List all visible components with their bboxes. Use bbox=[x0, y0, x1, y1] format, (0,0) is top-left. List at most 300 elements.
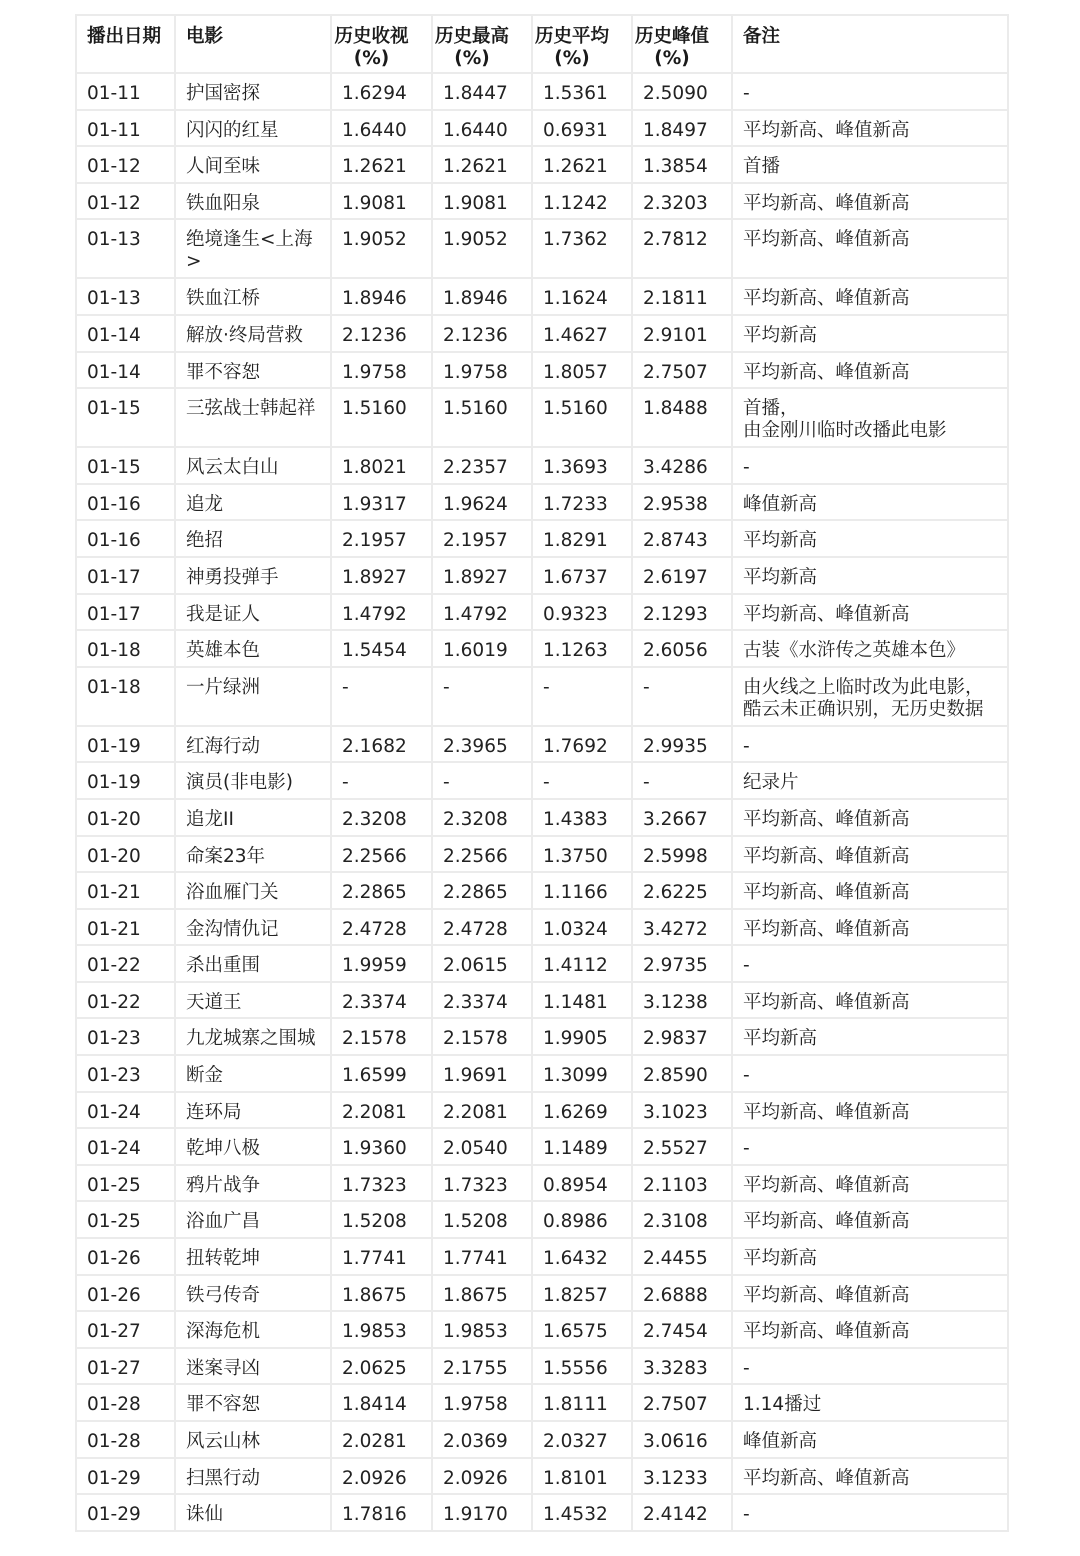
header-date: 播出日期 bbox=[76, 15, 175, 73]
notes-cell: 峰值新高 bbox=[732, 484, 1008, 521]
rating-cell: 2.2081 bbox=[331, 1092, 432, 1129]
table-row bbox=[76, 1055, 1008, 1092]
table-row bbox=[76, 1238, 1008, 1275]
rating-cell: 1.4792 bbox=[331, 594, 432, 631]
notes-cell: 平均新高、峰值新高 bbox=[732, 594, 1008, 631]
highest-cell: 2.3208 bbox=[432, 799, 532, 836]
header-row bbox=[76, 15, 1008, 73]
table-row bbox=[76, 352, 1008, 389]
peak-cell: 2.9735 bbox=[632, 945, 732, 982]
date-cell: 01-13 bbox=[76, 278, 175, 315]
peak-cell: 2.5527 bbox=[632, 1128, 732, 1165]
highest-cell: 1.6440 bbox=[432, 110, 532, 147]
table-row bbox=[76, 1018, 1008, 1055]
notes-cell: 平均新高、峰值新高 bbox=[732, 1458, 1008, 1495]
date-cell: 01-11 bbox=[76, 73, 175, 110]
highest-cell: 2.2566 bbox=[432, 836, 532, 873]
peak-cell: 3.0616 bbox=[632, 1421, 732, 1458]
rating-cell: 1.5160 bbox=[331, 388, 432, 447]
average-cell: - bbox=[532, 762, 632, 799]
table-row bbox=[76, 1421, 1008, 1458]
notes-cell: 平均新高、峰值新高 bbox=[732, 1201, 1008, 1238]
movie-cell: 连环局 bbox=[175, 1092, 331, 1129]
table-row bbox=[76, 726, 1008, 763]
highest-cell: 2.1957 bbox=[432, 520, 532, 557]
peak-cell: - bbox=[632, 762, 732, 799]
highest-cell: 1.9691 bbox=[432, 1055, 532, 1092]
average-cell: 0.6931 bbox=[532, 110, 632, 147]
rating-cell: 1.7816 bbox=[331, 1494, 432, 1531]
peak-cell: 3.2667 bbox=[632, 799, 732, 836]
date-cell: 01-19 bbox=[76, 726, 175, 763]
table-row bbox=[76, 836, 1008, 873]
average-cell: 1.8257 bbox=[532, 1275, 632, 1312]
rating-cell: 1.8946 bbox=[331, 278, 432, 315]
table-row bbox=[76, 872, 1008, 909]
movie-cell: 鸦片战争 bbox=[175, 1165, 331, 1202]
peak-cell: 2.3203 bbox=[632, 183, 732, 220]
highest-cell: 2.1578 bbox=[432, 1018, 532, 1055]
average-cell: 0.8954 bbox=[532, 1165, 632, 1202]
movie-cell: 命案23年 bbox=[175, 836, 331, 873]
rating-cell: 1.7741 bbox=[331, 1238, 432, 1275]
table-row bbox=[76, 219, 1008, 278]
rating-cell: 1.2621 bbox=[331, 146, 432, 183]
average-cell: 1.5361 bbox=[532, 73, 632, 110]
movie-cell: 风云山林 bbox=[175, 1421, 331, 1458]
peak-cell: 2.1811 bbox=[632, 278, 732, 315]
highest-cell: 1.8675 bbox=[432, 1275, 532, 1312]
table-row bbox=[76, 73, 1008, 110]
average-cell: 1.4627 bbox=[532, 315, 632, 352]
table-row bbox=[76, 520, 1008, 557]
peak-cell: 2.6225 bbox=[632, 872, 732, 909]
peak-cell: 3.1238 bbox=[632, 982, 732, 1019]
average-cell: 1.6575 bbox=[532, 1311, 632, 1348]
movie-cell: 扭转乾坤 bbox=[175, 1238, 331, 1275]
average-cell: 1.7362 bbox=[532, 219, 632, 278]
movie-cell: 浴血广昌 bbox=[175, 1201, 331, 1238]
peak-cell: 3.1023 bbox=[632, 1092, 732, 1129]
movie-cell: 金沟情仇记 bbox=[175, 909, 331, 946]
peak-cell: 2.1293 bbox=[632, 594, 732, 631]
highest-cell: 2.0926 bbox=[432, 1458, 532, 1495]
rating-cell: 1.8927 bbox=[331, 557, 432, 594]
movie-cell: 三弦战士韩起祥 bbox=[175, 388, 331, 447]
peak-cell: 2.6888 bbox=[632, 1275, 732, 1312]
notes-cell: 平均新高、峰值新高 bbox=[732, 1092, 1008, 1129]
peak-cell: 2.7507 bbox=[632, 352, 732, 389]
date-cell: 01-23 bbox=[76, 1055, 175, 1092]
table-row bbox=[76, 667, 1008, 726]
notes-cell: 由火线之上临时改为此电影， 酷云未正确识别，无历史数据 bbox=[732, 667, 1008, 726]
movie-cell: 铁血阳泉 bbox=[175, 183, 331, 220]
rating-cell: 1.9317 bbox=[331, 484, 432, 521]
movie-cell: 杀出重围 bbox=[175, 945, 331, 982]
rating-cell: 2.1957 bbox=[331, 520, 432, 557]
average-cell: 1.5556 bbox=[532, 1348, 632, 1385]
ratings-table bbox=[75, 14, 1009, 1532]
date-cell: 01-26 bbox=[76, 1238, 175, 1275]
movie-cell: 风云太白山 bbox=[175, 447, 331, 484]
average-cell: 2.0327 bbox=[532, 1421, 632, 1458]
highest-cell: 1.7741 bbox=[432, 1238, 532, 1275]
highest-cell: 1.8447 bbox=[432, 73, 532, 110]
date-cell: 01-24 bbox=[76, 1092, 175, 1129]
highest-cell: 1.9081 bbox=[432, 183, 532, 220]
movie-cell: 神勇投弹手 bbox=[175, 557, 331, 594]
average-cell: 1.4112 bbox=[532, 945, 632, 982]
movie-cell: 浴血雁门关 bbox=[175, 872, 331, 909]
average-cell: 1.8057 bbox=[532, 352, 632, 389]
peak-cell: 2.7507 bbox=[632, 1384, 732, 1421]
date-cell: 01-26 bbox=[76, 1275, 175, 1312]
date-cell: 01-21 bbox=[76, 872, 175, 909]
notes-cell: 平均新高 bbox=[732, 520, 1008, 557]
movie-cell: 追龙 bbox=[175, 484, 331, 521]
movie-cell: 人间至味 bbox=[175, 146, 331, 183]
notes-cell: 平均新高、峰值新高 bbox=[732, 909, 1008, 946]
peak-cell: 2.9837 bbox=[632, 1018, 732, 1055]
average-cell: 1.4383 bbox=[532, 799, 632, 836]
date-cell: 01-21 bbox=[76, 909, 175, 946]
table-row bbox=[76, 278, 1008, 315]
date-cell: 01-14 bbox=[76, 352, 175, 389]
peak-cell: 2.7454 bbox=[632, 1311, 732, 1348]
notes-cell: - bbox=[732, 1494, 1008, 1531]
highest-cell: 2.1236 bbox=[432, 315, 532, 352]
table-row bbox=[76, 594, 1008, 631]
average-cell: 1.6432 bbox=[532, 1238, 632, 1275]
rating-cell: 1.5208 bbox=[331, 1201, 432, 1238]
table-row bbox=[76, 1384, 1008, 1421]
peak-cell: 1.3854 bbox=[632, 146, 732, 183]
notes-cell: 平均新高 bbox=[732, 1238, 1008, 1275]
date-cell: 01-27 bbox=[76, 1311, 175, 1348]
average-cell: 1.3099 bbox=[532, 1055, 632, 1092]
table-row bbox=[76, 1128, 1008, 1165]
notes-cell: 平均新高、峰值新高 bbox=[732, 1165, 1008, 1202]
average-cell: 1.1263 bbox=[532, 630, 632, 667]
movie-cell: 诛仙 bbox=[175, 1494, 331, 1531]
notes-cell: 首播 bbox=[732, 146, 1008, 183]
average-cell: 1.6269 bbox=[532, 1092, 632, 1129]
average-cell: 1.2621 bbox=[532, 146, 632, 183]
header-notes: 备注 bbox=[732, 15, 1008, 73]
notes-cell: 平均新高 bbox=[732, 557, 1008, 594]
movie-cell: 罪不容恕 bbox=[175, 1384, 331, 1421]
table-row bbox=[76, 557, 1008, 594]
rating-cell: 1.8414 bbox=[331, 1384, 432, 1421]
notes-cell: 平均新高、峰值新高 bbox=[732, 110, 1008, 147]
average-cell: 1.3750 bbox=[532, 836, 632, 873]
highest-cell: 2.0540 bbox=[432, 1128, 532, 1165]
table-row bbox=[76, 1494, 1008, 1531]
rating-cell: 2.0926 bbox=[331, 1458, 432, 1495]
peak-cell: 2.4142 bbox=[632, 1494, 732, 1531]
highest-cell: - bbox=[432, 667, 532, 726]
date-cell: 01-15 bbox=[76, 447, 175, 484]
header-peak: 历史峰值 (%) bbox=[632, 15, 732, 73]
rating-cell: 2.1578 bbox=[331, 1018, 432, 1055]
notes-cell: 1.14播过 bbox=[732, 1384, 1008, 1421]
rating-cell: 1.5454 bbox=[331, 630, 432, 667]
table-row bbox=[76, 982, 1008, 1019]
movie-cell: 铁弓传奇 bbox=[175, 1275, 331, 1312]
movie-cell: 追龙II bbox=[175, 799, 331, 836]
table-row bbox=[76, 388, 1008, 447]
movie-cell: 扫黑行动 bbox=[175, 1458, 331, 1495]
table-row bbox=[76, 909, 1008, 946]
rating-cell: 1.9853 bbox=[331, 1311, 432, 1348]
average-cell: 1.4532 bbox=[532, 1494, 632, 1531]
notes-cell: 首播， 由金刚川临时改播此电影 bbox=[732, 388, 1008, 447]
peak-cell: 2.9935 bbox=[632, 726, 732, 763]
date-cell: 01-16 bbox=[76, 520, 175, 557]
notes-cell: 峰值新高 bbox=[732, 1421, 1008, 1458]
header-rating: 历史收视 (%) bbox=[331, 15, 432, 73]
table-row bbox=[76, 762, 1008, 799]
movie-cell: 护国密探 bbox=[175, 73, 331, 110]
header-movie: 电影 bbox=[175, 15, 331, 73]
notes-cell: 平均新高、峰值新高 bbox=[732, 982, 1008, 1019]
table-row bbox=[76, 1348, 1008, 1385]
peak-cell: 2.6197 bbox=[632, 557, 732, 594]
peak-cell: 2.5998 bbox=[632, 836, 732, 873]
average-cell: 1.8291 bbox=[532, 520, 632, 557]
rating-cell: 2.3208 bbox=[331, 799, 432, 836]
movie-cell: 断金 bbox=[175, 1055, 331, 1092]
date-cell: 01-20 bbox=[76, 836, 175, 873]
movie-cell: 九龙城寨之围城 bbox=[175, 1018, 331, 1055]
highest-cell: 2.2081 bbox=[432, 1092, 532, 1129]
highest-cell: 1.9758 bbox=[432, 352, 532, 389]
date-cell: 01-18 bbox=[76, 667, 175, 726]
date-cell: 01-13 bbox=[76, 219, 175, 278]
notes-cell: - bbox=[732, 447, 1008, 484]
peak-cell: 2.3108 bbox=[632, 1201, 732, 1238]
notes-cell: 平均新高、峰值新高 bbox=[732, 1311, 1008, 1348]
date-cell: 01-23 bbox=[76, 1018, 175, 1055]
peak-cell: 2.8743 bbox=[632, 520, 732, 557]
header-highest: 历史最高 (%) bbox=[432, 15, 532, 73]
movie-cell: 深海危机 bbox=[175, 1311, 331, 1348]
highest-cell: 1.5160 bbox=[432, 388, 532, 447]
movie-cell: 红海行动 bbox=[175, 726, 331, 763]
rating-cell: 2.3374 bbox=[331, 982, 432, 1019]
average-cell: 1.1481 bbox=[532, 982, 632, 1019]
highest-cell: 1.5208 bbox=[432, 1201, 532, 1238]
rating-cell: 1.8675 bbox=[331, 1275, 432, 1312]
peak-cell: 1.8488 bbox=[632, 388, 732, 447]
movie-cell: 罪不容恕 bbox=[175, 352, 331, 389]
highest-cell: 2.2357 bbox=[432, 447, 532, 484]
date-cell: 01-25 bbox=[76, 1165, 175, 1202]
rating-cell: 2.2566 bbox=[331, 836, 432, 873]
highest-cell: 2.3965 bbox=[432, 726, 532, 763]
peak-cell: 2.5090 bbox=[632, 73, 732, 110]
date-cell: 01-28 bbox=[76, 1421, 175, 1458]
table-row bbox=[76, 146, 1008, 183]
average-cell: 1.1489 bbox=[532, 1128, 632, 1165]
notes-cell: 平均新高、峰值新高 bbox=[732, 1275, 1008, 1312]
table-row bbox=[76, 799, 1008, 836]
date-cell: 01-28 bbox=[76, 1384, 175, 1421]
highest-cell: 1.2621 bbox=[432, 146, 532, 183]
highest-cell: 1.9052 bbox=[432, 219, 532, 278]
highest-cell: 1.9853 bbox=[432, 1311, 532, 1348]
date-cell: 01-14 bbox=[76, 315, 175, 352]
date-cell: 01-18 bbox=[76, 630, 175, 667]
rating-cell: 2.1236 bbox=[331, 315, 432, 352]
rating-cell: 2.2865 bbox=[331, 872, 432, 909]
highest-cell: 1.8927 bbox=[432, 557, 532, 594]
peak-cell: 3.1233 bbox=[632, 1458, 732, 1495]
header-average: 历史平均 (%) bbox=[532, 15, 632, 73]
peak-cell: 3.4272 bbox=[632, 909, 732, 946]
notes-cell: 平均新高、峰值新高 bbox=[732, 219, 1008, 278]
peak-cell: 2.8590 bbox=[632, 1055, 732, 1092]
movie-cell: 绝招 bbox=[175, 520, 331, 557]
average-cell: 0.8986 bbox=[532, 1201, 632, 1238]
table-row bbox=[76, 1165, 1008, 1202]
average-cell: 1.1166 bbox=[532, 872, 632, 909]
notes-cell: 纪录片 bbox=[732, 762, 1008, 799]
date-cell: 01-22 bbox=[76, 945, 175, 982]
rating-cell: 1.9360 bbox=[331, 1128, 432, 1165]
rating-cell: 1.6294 bbox=[331, 73, 432, 110]
movie-cell: 乾坤八极 bbox=[175, 1128, 331, 1165]
table-row bbox=[76, 1275, 1008, 1312]
notes-cell: 平均新高、峰值新高 bbox=[732, 799, 1008, 836]
notes-cell: 平均新高、峰值新高 bbox=[732, 183, 1008, 220]
average-cell: 1.7233 bbox=[532, 484, 632, 521]
table-row bbox=[76, 1458, 1008, 1495]
highest-cell: 1.9170 bbox=[432, 1494, 532, 1531]
table-row bbox=[76, 183, 1008, 220]
rating-cell: 1.9052 bbox=[331, 219, 432, 278]
highest-cell: 2.2865 bbox=[432, 872, 532, 909]
peak-cell: 2.7812 bbox=[632, 219, 732, 278]
peak-cell: 2.4455 bbox=[632, 1238, 732, 1275]
average-cell: 1.0324 bbox=[532, 909, 632, 946]
highest-cell: 1.8946 bbox=[432, 278, 532, 315]
table-row bbox=[76, 110, 1008, 147]
rating-cell: 1.9959 bbox=[331, 945, 432, 982]
average-cell: 1.9905 bbox=[532, 1018, 632, 1055]
peak-cell: 2.1103 bbox=[632, 1165, 732, 1202]
movie-cell: 演员(非电影) bbox=[175, 762, 331, 799]
notes-cell: 平均新高、峰值新高 bbox=[732, 278, 1008, 315]
date-cell: 01-29 bbox=[76, 1458, 175, 1495]
date-cell: 01-17 bbox=[76, 557, 175, 594]
notes-cell: - bbox=[732, 1128, 1008, 1165]
date-cell: 01-12 bbox=[76, 146, 175, 183]
average-cell: 1.8111 bbox=[532, 1384, 632, 1421]
date-cell: 01-19 bbox=[76, 762, 175, 799]
highest-cell: 1.6019 bbox=[432, 630, 532, 667]
movie-cell: 解放·终局营救 bbox=[175, 315, 331, 352]
table-row bbox=[76, 1201, 1008, 1238]
rating-cell: 1.6599 bbox=[331, 1055, 432, 1092]
peak-cell: 2.6056 bbox=[632, 630, 732, 667]
movie-cell: 英雄本色 bbox=[175, 630, 331, 667]
date-cell: 01-16 bbox=[76, 484, 175, 521]
peak-cell: - bbox=[632, 667, 732, 726]
highest-cell: 2.0369 bbox=[432, 1421, 532, 1458]
average-cell: 1.3693 bbox=[532, 447, 632, 484]
table-row bbox=[76, 630, 1008, 667]
rating-cell: 1.9758 bbox=[331, 352, 432, 389]
movie-cell: 迷案寻凶 bbox=[175, 1348, 331, 1385]
notes-cell: 平均新高、峰值新高 bbox=[732, 872, 1008, 909]
highest-cell: 1.9624 bbox=[432, 484, 532, 521]
notes-cell: - bbox=[732, 945, 1008, 982]
highest-cell: 1.9758 bbox=[432, 1384, 532, 1421]
average-cell: - bbox=[532, 667, 632, 726]
rating-cell: 2.1682 bbox=[331, 726, 432, 763]
rating-cell: 1.7323 bbox=[331, 1165, 432, 1202]
rating-cell: - bbox=[331, 762, 432, 799]
average-cell: 1.8101 bbox=[532, 1458, 632, 1495]
rating-cell: 1.8021 bbox=[331, 447, 432, 484]
average-cell: 1.5160 bbox=[532, 388, 632, 447]
rating-cell: 2.0625 bbox=[331, 1348, 432, 1385]
table-row bbox=[76, 315, 1008, 352]
average-cell: 1.6737 bbox=[532, 557, 632, 594]
date-cell: 01-27 bbox=[76, 1348, 175, 1385]
notes-cell: 平均新高 bbox=[732, 315, 1008, 352]
highest-cell: 1.7323 bbox=[432, 1165, 532, 1202]
movie-cell: 一片绿洲 bbox=[175, 667, 331, 726]
date-cell: 01-25 bbox=[76, 1201, 175, 1238]
notes-cell: - bbox=[732, 726, 1008, 763]
rating-cell: 2.4728 bbox=[331, 909, 432, 946]
rating-cell: 1.9081 bbox=[331, 183, 432, 220]
date-cell: 01-20 bbox=[76, 799, 175, 836]
rating-cell: 1.6440 bbox=[331, 110, 432, 147]
highest-cell: - bbox=[432, 762, 532, 799]
table-row bbox=[76, 945, 1008, 982]
table-row bbox=[76, 1311, 1008, 1348]
date-cell: 01-29 bbox=[76, 1494, 175, 1531]
notes-cell: 古装《水浒传之英雄本色》 bbox=[732, 630, 1008, 667]
table-row bbox=[76, 484, 1008, 521]
highest-cell: 2.4728 bbox=[432, 909, 532, 946]
notes-cell: 平均新高、峰值新高 bbox=[732, 836, 1008, 873]
date-cell: 01-17 bbox=[76, 594, 175, 631]
notes-cell: - bbox=[732, 73, 1008, 110]
movie-cell: 绝境逢生<上海 > bbox=[175, 219, 331, 278]
movie-cell: 闪闪的红星 bbox=[175, 110, 331, 147]
notes-cell: - bbox=[732, 1055, 1008, 1092]
highest-cell: 1.4792 bbox=[432, 594, 532, 631]
average-cell: 1.1242 bbox=[532, 183, 632, 220]
date-cell: 01-22 bbox=[76, 982, 175, 1019]
date-cell: 01-24 bbox=[76, 1128, 175, 1165]
average-cell: 1.7692 bbox=[532, 726, 632, 763]
highest-cell: 2.3374 bbox=[432, 982, 532, 1019]
table-row bbox=[76, 1092, 1008, 1129]
peak-cell: 2.9101 bbox=[632, 315, 732, 352]
table-row bbox=[76, 447, 1008, 484]
date-cell: 01-12 bbox=[76, 183, 175, 220]
rating-cell: - bbox=[331, 667, 432, 726]
notes-cell: 平均新高 bbox=[732, 1018, 1008, 1055]
highest-cell: 2.1755 bbox=[432, 1348, 532, 1385]
highest-cell: 2.0615 bbox=[432, 945, 532, 982]
notes-cell: 平均新高、峰值新高 bbox=[732, 352, 1008, 389]
